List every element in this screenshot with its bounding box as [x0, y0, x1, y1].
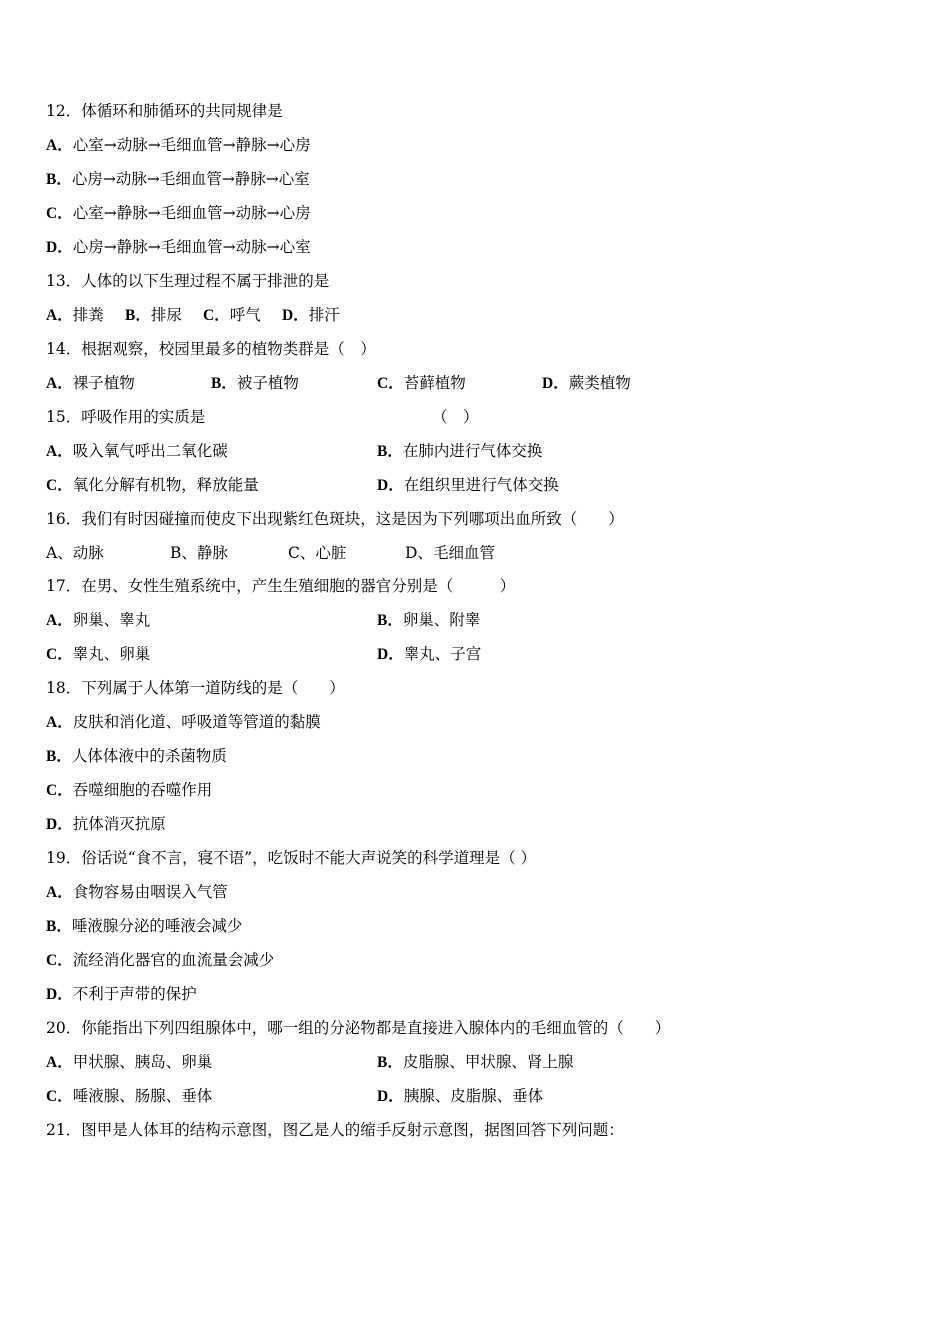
question-14-option-c: C．苔藓植物	[377, 374, 466, 392]
question-16-option-c: C、心脏	[288, 544, 347, 562]
question-12-option-d: D．心房→静脉→毛细血管→动脉→心室	[46, 238, 311, 256]
question-13-option-c: C．呼气	[203, 306, 261, 324]
question-15-stem-row	[46, 406, 746, 428]
question-20-option-c: C．唾液腺、肠腺、垂体	[46, 1087, 213, 1105]
question-13-options	[46, 304, 446, 326]
question-20-options-row-2	[46, 1085, 746, 1107]
question-19-option-a: A．食物容易由咽误入气管	[46, 883, 228, 901]
question-18-stem: 18．下列属于人体第一道防线的是（ ）	[46, 679, 345, 697]
question-15-option-d: D．在组织里进行气体交换	[377, 476, 559, 494]
question-18-option-b: B．人体体液中的杀菌物质	[46, 747, 227, 765]
question-19-stem: 19．俗话说“食不言，寝不语”，吃饭时不能大声说笑的科学道理是（ ）	[46, 849, 537, 867]
question-14-option-d: D．蕨类植物	[542, 374, 631, 392]
question-12-option-b: B．心房→动脉→毛细血管→静脉→心室	[46, 170, 310, 188]
question-20-option-d: D．胰腺、皮脂腺、垂体	[377, 1087, 544, 1105]
question-12-option-c: C．心室→静脉→毛细血管→动脉→心房	[46, 204, 311, 222]
question-17-option-a: A．卵巢、睾丸	[46, 611, 151, 629]
question-17-option-c: C．睾丸、卵巢	[46, 645, 151, 663]
question-17-options-row-1	[46, 609, 746, 631]
question-15-options-row-2	[46, 474, 746, 496]
question-20-option-a: A．甲状腺、胰岛、卵巢	[46, 1053, 213, 1071]
question-19-option-b: B．唾液腺分泌的唾液会减少	[46, 917, 243, 935]
question-16-option-d: D、毛细血管	[405, 544, 495, 562]
question-13-option-b: B．排尿	[125, 306, 182, 324]
question-13-option-a: A．排粪	[46, 306, 104, 324]
question-17-option-d: D．睾丸、子宫	[377, 645, 482, 663]
question-12-stem: 12．体循环和肺循环的共同规律是	[46, 102, 283, 120]
question-21-stem: 21．图甲是人体耳的结构示意图，图乙是人的缩手反射示意图，据图回答下列问题：	[46, 1121, 624, 1139]
question-14-option-b: B．被子植物	[211, 374, 299, 392]
question-17-option-b: B．卵巢、附睾	[377, 611, 481, 629]
question-14-option-a: A．裸子植物	[46, 374, 135, 392]
question-16-options	[46, 542, 646, 564]
question-17-stem: 17．在男、女性生殖系统中，产生生殖细胞的器官分别是（ ）	[46, 577, 516, 595]
question-16-option-b: B、静脉	[170, 544, 228, 562]
question-19-option-d: D．不利于声带的保护	[46, 985, 197, 1003]
question-19-option-c: C．流经消化器官的血流量会减少	[46, 951, 275, 969]
question-18-option-c: C．吞噬细胞的吞噬作用	[46, 781, 213, 799]
question-13-stem: 13．人体的以下生理过程不属于排泄的是	[46, 272, 330, 290]
question-14-options	[46, 372, 746, 394]
question-17-options-row-2	[46, 643, 746, 665]
question-16-stem: 16．我们有时因碰撞而使皮下出现紫红色斑块，这是因为下列哪项出血所致（ ）	[46, 510, 624, 528]
question-16-option-a: A、动脉	[46, 544, 104, 562]
question-15-option-a: A．吸入氧气呼出二氧化碳	[46, 442, 228, 460]
question-20-options-row-1	[46, 1051, 746, 1073]
question-15-blank: （ ）	[432, 408, 479, 426]
question-12-option-a: A．心室→动脉→毛细血管→静脉→心房	[46, 136, 311, 154]
question-15-option-c: C．氧化分解有机物，释放能量	[46, 476, 259, 494]
question-20-stem: 20．你能指出下列四组腺体中，哪一组的分泌物都是直接进入腺体内的毛细血管的（ ）	[46, 1019, 671, 1037]
question-20-option-b: B．皮脂腺、甲状腺、肾上腺	[377, 1053, 574, 1071]
question-15-options-row-1	[46, 440, 746, 462]
question-14-stem: 14．根据观察，校园里最多的植物类群是（ ）	[46, 340, 376, 358]
question-13-option-d: D．排汗	[282, 306, 340, 324]
question-15-stem: 15．呼吸作用的实质是	[46, 408, 206, 426]
question-18-option-d: D．抗体消灭抗原	[46, 815, 166, 833]
question-15-option-b: B．在肺内进行气体交换	[377, 442, 543, 460]
question-18-option-a: A．皮肤和消化道、呼吸道等管道的黏膜	[46, 713, 321, 731]
